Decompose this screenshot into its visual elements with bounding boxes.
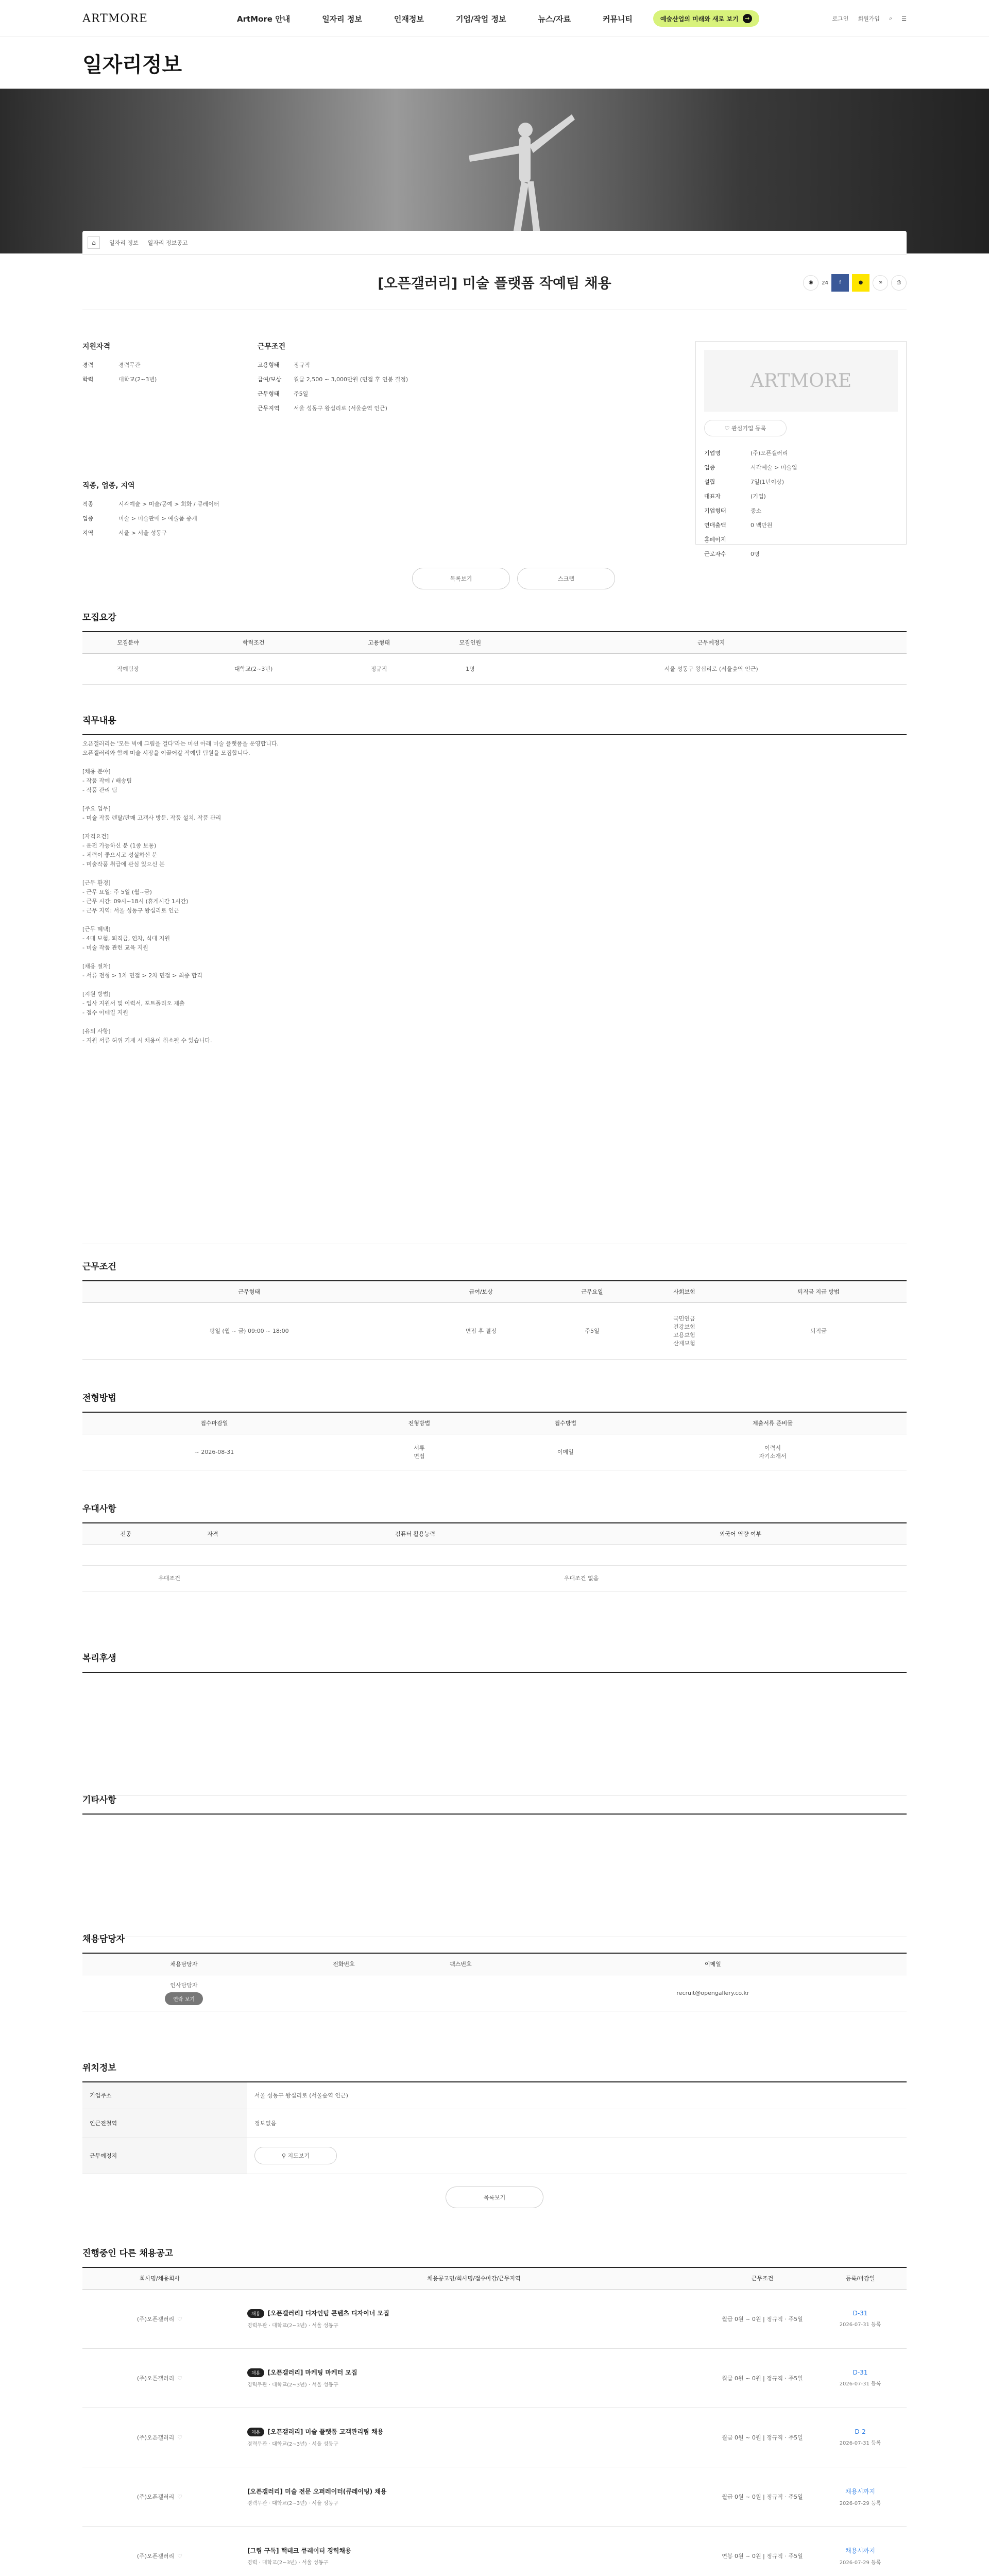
label: 급여/보상	[258, 376, 282, 383]
label: 홈페이지	[704, 536, 726, 543]
label: 연매출액	[704, 522, 726, 529]
registered-date: 2026-07-29 등록	[839, 2500, 881, 2506]
column-header: 회사명/채용회사	[82, 2267, 237, 2289]
favorite-company-button[interactable]	[704, 420, 787, 436]
deadline: D-2	[855, 2428, 866, 2435]
etc-section	[82, 1786, 907, 1925]
column-header: 채용담당자	[82, 1953, 285, 1975]
column-header: 전형방법	[346, 1412, 492, 1434]
row-header: 기업주소	[82, 2082, 247, 2109]
favorite-label: 관심기업 등록	[731, 425, 766, 432]
company-card	[695, 341, 907, 557]
job-link[interactable]: [오픈갤러리] 마케팅 마케터 모집	[267, 2369, 357, 2376]
value: 7일(1년이상)	[751, 479, 785, 485]
section-title: 전형방법	[82, 1393, 116, 1403]
job-row[interactable]	[82, 2408, 907, 2467]
facebook-icon[interactable]: f	[831, 274, 849, 292]
condition-block	[258, 341, 433, 412]
column-header: 접수방법	[492, 1412, 639, 1434]
column-header: 학력조건	[174, 632, 333, 653]
job-condition: 월급 0원 ~ 0원 | 정규직 · 주5일	[711, 2289, 814, 2348]
job-condition: 월급 0원 ~ 0원 | 정규직 · 주5일	[711, 2467, 814, 2526]
column-header: 자격	[169, 1523, 257, 1545]
table-cell: 우대조건 없음	[256, 1565, 907, 1591]
hero-banner	[0, 89, 989, 253]
welfare-content	[82, 1672, 907, 1795]
column-header: 근무예정지	[516, 632, 907, 653]
job-row[interactable]	[82, 2289, 907, 2348]
menu-item-news[interactable]: 뉴스/자료	[538, 14, 571, 24]
heart-icon[interactable]: ♡	[177, 2375, 183, 2382]
utility-menu	[832, 14, 907, 23]
location-section	[82, 2054, 907, 2240]
menu-item-company[interactable]: 기업/작업 정보	[455, 14, 506, 24]
label: 근무지역	[258, 405, 280, 412]
section-title: 우대사항	[82, 1504, 116, 1514]
label: 대표자	[704, 493, 721, 500]
column-header: 전공	[82, 1523, 169, 1545]
company-name[interactable]: (주)오픈갤러리	[137, 2493, 175, 2500]
duty-section	[82, 707, 907, 1253]
column-header: 이메일	[519, 1953, 907, 1975]
column-header: 팩스번호	[402, 1953, 519, 1975]
label: 지역	[82, 530, 94, 536]
value: 주5일	[294, 391, 309, 397]
work-condition-section	[82, 1253, 907, 1384]
row-header: 인근전철역	[82, 2109, 247, 2138]
value: 중소	[751, 507, 762, 514]
label: 설립	[704, 479, 715, 485]
job-row[interactable]	[82, 2467, 907, 2526]
table-cell: 퇴직금	[730, 1302, 907, 1359]
value: 정규직	[294, 362, 310, 368]
label: 근로자수	[704, 551, 726, 557]
registered-date: 2026-07-29 등록	[839, 2560, 881, 2566]
other-jobs-section	[82, 2240, 907, 2576]
top-navigation	[0, 0, 989, 37]
job-condition: 월급 0원 ~ 0원 | 정규직 · 주5일	[711, 2348, 814, 2408]
table-cell: 이메일	[492, 1434, 639, 1470]
arrow-icon: →	[743, 14, 752, 23]
value: 경력무관	[118, 362, 141, 368]
label: 업종	[704, 464, 715, 471]
value: 서울 > 서울 성동구	[118, 530, 167, 536]
value: 시각예술 > 미술/공예 > 회화 / 큐레이터	[118, 501, 219, 507]
column-header: 퇴직금 지급 방법	[730, 1281, 907, 1302]
column-header: 등록/마감일	[814, 2267, 907, 2289]
heart-icon[interactable]: ♡	[177, 2315, 183, 2323]
etc-content	[82, 1814, 907, 1937]
value: 0 백만원	[751, 522, 773, 529]
table-cell: 작예팀장	[82, 653, 174, 684]
qualification-block	[82, 341, 237, 383]
menu-item-community[interactable]: 커뮤니티	[602, 14, 633, 24]
column-header: 모집분야	[82, 632, 174, 653]
column-header: 급여/보상	[416, 1281, 546, 1302]
table-cell: 1명	[424, 653, 516, 684]
print-icon[interactable]: ⎙	[891, 275, 907, 291]
scrap-button[interactable]: 스크랩	[517, 568, 615, 589]
section-title: 기타사항	[82, 1795, 116, 1805]
process-section	[82, 1384, 907, 1495]
label: 근무형태	[258, 391, 280, 397]
view-icon: ◉	[803, 275, 819, 291]
summary-actions	[412, 568, 615, 589]
registered-date: 2026-07-31 등록	[839, 2322, 881, 2328]
column-header: 고용형태	[333, 632, 424, 653]
welfare-section	[82, 1645, 907, 1786]
label: 기업형태	[704, 507, 726, 514]
deadline: 채용시까지	[845, 2547, 875, 2554]
heart-icon[interactable]: ♡	[177, 2493, 183, 2500]
value: 대학교(2~3년)	[118, 376, 157, 383]
search-icon[interactable]: ⌕	[889, 15, 893, 22]
label: 업종	[82, 515, 94, 522]
value: (기업)	[751, 493, 766, 500]
table-cell: 정규직	[333, 653, 424, 684]
subway-value: 정보없음	[247, 2109, 907, 2138]
job-summary	[82, 310, 907, 604]
section-title: 위치정보	[82, 2063, 116, 2073]
job-condition: 월급 0원 ~ 0원 | 정규직 · 주5일	[711, 2408, 814, 2467]
label: 고용형태	[258, 362, 280, 368]
table-cell: 대학교(2~3년)	[174, 653, 333, 684]
job-meta: 경력무관 · 대학교(2~3년) · 서울 성동구	[247, 2382, 338, 2388]
recruit-section	[82, 604, 907, 707]
section-title: 직무내용	[82, 716, 116, 726]
deadline: D-31	[852, 2369, 868, 2376]
address-value: 서울 성동구 왕십리로 (서울숲역 인근)	[247, 2082, 907, 2109]
qualification-title: 지원자격	[82, 343, 111, 351]
skill-title: 직종, 업종, 지역	[82, 482, 135, 490]
job-link[interactable]: [오픈갤러리] 디자인팀 콘텐츠 디자이너 모집	[267, 2310, 389, 2317]
job-link[interactable]: [그림 구독] 핵테크 큐레이터 경력채용	[247, 2547, 351, 2554]
menu-item-about[interactable]: ArtMore 안내	[237, 14, 291, 24]
cta-label: 예술산업의 미래와 새로 보기	[660, 15, 739, 23]
pin-icon: ⚲	[281, 2152, 288, 2159]
job-row[interactable]	[82, 2348, 907, 2408]
condition-title: 근무조건	[258, 343, 286, 351]
label: 직종	[82, 501, 94, 507]
list-button[interactable]: 목록보기	[412, 568, 510, 589]
job-meta: 경력무관 · 대학교(2~3년) · 서울 성동구	[247, 2323, 338, 2329]
table-cell: 서울 성동구 왕십리로 (서울숲역 인근)	[516, 653, 907, 684]
table-cell: 이력서 자기소개서	[639, 1434, 907, 1470]
page-header	[82, 37, 907, 89]
kakao-icon[interactable]: ●	[852, 274, 869, 292]
signup-link[interactable]: 회원가입	[858, 15, 880, 22]
preference-section	[82, 1495, 907, 1645]
value: 서울 성동구 왕십리로 (서울숲역 인근)	[294, 405, 387, 412]
breadcrumb-item[interactable]: 일자리 정보공고	[147, 239, 188, 246]
deadline: 채용시까지	[845, 2487, 875, 2495]
registered-date: 2026-07-31 등록	[839, 2441, 881, 2446]
list-button-bottom[interactable]: 목록보기	[446, 2187, 543, 2208]
status-badge: 채용	[247, 2309, 264, 2318]
value: 미술 > 미술판매 > 예술품 중개	[118, 515, 197, 522]
column-header: 외국어 역량 여부	[574, 1523, 907, 1545]
table-cell: ~ 2026-08-31	[82, 1434, 346, 1470]
job-link[interactable]: [오픈갤러리] 미술 플랫폼 고객관리팀 채용	[267, 2428, 384, 2435]
status-badge: 채용	[247, 2368, 264, 2377]
table-cell: 서류 면접	[346, 1434, 492, 1470]
company-name[interactable]: (주)오픈갤러리	[137, 2552, 175, 2560]
column-header: 근무요일	[546, 1281, 638, 1302]
value: 월급 2,500 ~ 3,000만원 (면접 후 연봉 결정)	[294, 376, 408, 383]
section-title: 복리후생	[82, 1653, 116, 1664]
deadline: D-31	[852, 2310, 868, 2317]
home-icon[interactable]: ⌂	[88, 236, 100, 249]
column-header: 접수마감일	[82, 1412, 346, 1434]
company-name[interactable]: (주)오픈갤러리	[137, 2375, 175, 2382]
value	[751, 535, 898, 544]
dancer-figure-image	[448, 99, 582, 253]
table-cell: 우대조건	[82, 1565, 256, 1591]
job-title-bar	[82, 255, 907, 310]
menu-item-talent[interactable]: 인재정보	[394, 14, 424, 24]
contact-section	[82, 1925, 907, 2054]
job-link[interactable]: [오픈갤러리] 미술 전문 오퍼레이터(큐레이팅) 채용	[247, 2487, 387, 2495]
heart-icon[interactable]: ♡	[177, 2434, 183, 2441]
column-header: 근무형태	[82, 1281, 416, 1302]
share-count: 24	[822, 280, 828, 286]
label: 기업명	[704, 450, 721, 456]
contact-email[interactable]: recruit@opengallery.co.kr	[519, 1975, 907, 2011]
company-name[interactable]: (주)오픈갤러리	[137, 2315, 175, 2323]
value: 시각예술 > 미술업	[751, 464, 797, 471]
contact-name: 인사담당자	[170, 1981, 198, 1989]
link-icon[interactable]: ∞	[873, 275, 888, 291]
reveal-contact-button[interactable]: 연락 보기	[165, 1992, 203, 2005]
table-cell: 면접 후 결정	[416, 1302, 546, 1359]
company-logo: ARTMORE	[704, 350, 898, 412]
column-header: 사회보험	[638, 1281, 730, 1302]
other-jobs-table	[82, 2267, 907, 2576]
heart-icon[interactable]: ♡	[177, 2552, 183, 2560]
breadcrumb	[82, 231, 907, 255]
job-meta: 경력무관 · 대학교(2~3년) · 서울 성동구	[247, 2442, 338, 2447]
section-title: 근무조건	[82, 1262, 116, 1272]
column-header: 컴퓨터 활용능력	[256, 1523, 574, 1545]
value: (주)오픈갤러리	[751, 450, 788, 456]
map-label: 지도보기	[287, 2153, 310, 2159]
section-title: 모집요강	[82, 613, 116, 623]
heart-icon: ♡	[724, 425, 732, 432]
column-header: 모집인원	[424, 632, 516, 653]
menu-item-jobs[interactable]: 일자리 정보	[322, 14, 362, 24]
job-meta: 경력무관 · 대학교(2~3년) · 서울 성동구	[247, 2500, 338, 2506]
column-header: 근무조건	[711, 2267, 814, 2289]
section-title: 진행중인 다른 채용공고	[82, 2248, 174, 2259]
page-title: 일자리정보	[82, 53, 182, 77]
skill-block	[82, 480, 371, 537]
view-map-button[interactable]	[254, 2147, 337, 2164]
row-header: 근무예정지	[82, 2138, 247, 2174]
value: 0명	[751, 551, 760, 557]
status-badge: 채용	[247, 2428, 264, 2436]
table-cell: 주5일	[546, 1302, 638, 1359]
site-logo[interactable]: ARTMORE	[82, 12, 148, 25]
breadcrumb-item[interactable]: 일자리 정보	[109, 239, 139, 246]
registered-date: 2026-07-31 등록	[839, 2381, 881, 2387]
duty-text: 오픈갤러리는 '모든 벽에 그림을 걸다'라는 미션 아래 미술 플랫폼을 운영합니다. 오픈갤러리와 함께 미술 시장을 이끌어갈 작예팀 팀원을 모집합니다. [채용 분야] - 작품 작예 / 배송팀 - 작품 관리 팀 [주요 업무] - 미술 작품 렌탈/판매 고객사 방문, 작품 설치, 작품 관리 [자격요건] - 운전 가능하신 분 (1종 보통) - 체력이 좋으시고 성실하신 분 - 미술작품 취급에 관심 있으신 분 [근무 환경] - 근무 요일: 주 5일 (월~금) - 근무 시간: 09시~18시 (휴게시간 1시간) - 근무 지역: 서울 성동구 왕십리로 인근 [근무 혜택] - 4대 보험, 퇴직금, 연차, 식대 지원 - 미술 작품 관련 교육 지원 [채용 절차] - 서류 전형 > 1차 면접 > 2차 면접 > 최종 합격 [지원 방법] - 입사 지원서 및 이력서, 포트폴리오 제출 - 접수 이메일 지원 [유의 사항] - 지원 서류 허위 기재 시 채용이 취소될 수 있습니다.	[82, 734, 907, 1244]
share-tools	[803, 274, 907, 292]
job-condition: 연봉 0원 ~ 0원 | 정규직 · 주5일	[711, 2526, 814, 2576]
label: 경력	[82, 362, 94, 368]
column-header: 전화번호	[285, 1953, 402, 1975]
job-meta: 경력 · 대학교(2~3년) · 서울 성동구	[247, 2560, 329, 2566]
login-link[interactable]: 로그인	[832, 15, 849, 22]
company-name[interactable]: (주)오픈갤러리	[137, 2434, 175, 2441]
section-title: 채용담당자	[82, 1934, 125, 1944]
main-menu	[237, 13, 633, 24]
column-header: 채용공고명/회사명/접수마감/근무지역	[237, 2267, 711, 2289]
job-title: [오픈갤러리] 미술 플랫폼 작예팀 채용	[378, 276, 611, 292]
table-cell: 평일 (월 ~ 금) 09:00 ~ 18:00	[82, 1302, 416, 1359]
menu-icon[interactable]: ☰	[901, 15, 907, 22]
job-row[interactable]	[82, 2526, 907, 2576]
table-cell: 국민연금 건강보험 고용보험 산재보험	[638, 1302, 730, 1359]
future-cta-button[interactable]	[653, 10, 759, 27]
column-header: 제출서류 준비물	[639, 1412, 907, 1434]
label: 학력	[82, 376, 94, 383]
